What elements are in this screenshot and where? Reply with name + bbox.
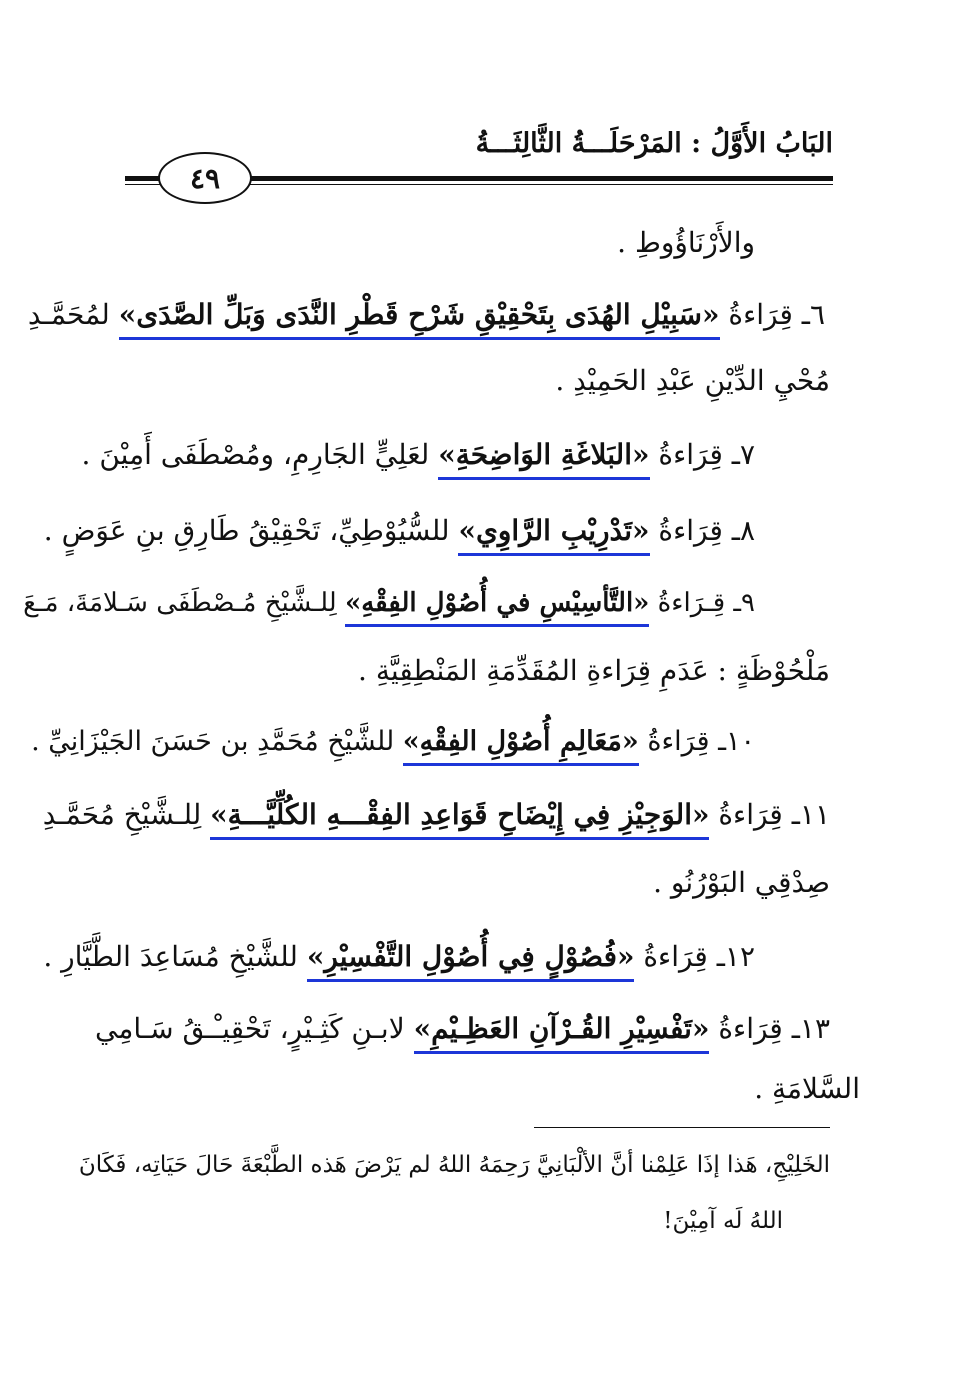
item-prefix: ١٢ـ قِرَاءةُ	[634, 940, 755, 973]
item-prefix: ١١ـ قِرَاءةُ	[709, 798, 830, 831]
chapter-title: البَابُ الأَوَّلُ : المَرْحَلَـــةُ الثَّالِثَـــةُ	[475, 128, 833, 159]
item-prefix: ٩ـ قِـرَاءةُ	[649, 588, 755, 618]
item-suffix: لِلـشَّيْخِ مُـصْطَفَى سَـلامَةَ، مَـعَ	[23, 588, 345, 618]
book-title: «تَدْرِيْبِ الرَّاوِي»	[458, 514, 649, 556]
list-item-13-continuation: السَّلامَةِ .	[754, 1072, 860, 1105]
item-suffix: لابـنِ كَثِـيْرٍ، تَحْقِيـْـقُ سَـامِي	[95, 1012, 414, 1045]
item-suffix: للشَّيْخِ مُحَمَّدِ بن حَسَنَ الجَيْزَانِيِّ .	[31, 726, 403, 757]
item-suffix: لعَلِيٍّ الجَارِمِ، ومُصْطَفَى أَمِيْنَ .	[81, 438, 439, 471]
item-prefix: ٧ـ قِرَاءةُ	[649, 438, 755, 471]
list-item-7	[82, 438, 755, 472]
list-item-8	[44, 514, 755, 548]
page-number: ٤٩	[158, 152, 252, 204]
item-suffix: لمُحَمَّـدِ	[27, 298, 119, 331]
list-item-11	[43, 798, 830, 832]
footnote-separator	[534, 1127, 830, 1128]
list-item-10	[31, 726, 755, 758]
book-title: «الوَجِيْزِ فِي إِيْضَاحِ قَوَاعِدِ الفِقْـــهِ الكُلِّيَّـــةِ»	[210, 798, 709, 840]
book-title: «البَلاغَةِ الوَاضِحَةِ»	[438, 438, 649, 480]
list-item-9	[23, 588, 755, 619]
list-item-13	[95, 1012, 830, 1046]
item-prefix: ١٣ـ قِرَاءةُ	[709, 1012, 830, 1045]
book-title: «التَّأسِيْسِ في أُصُوْلِ الفِقْهِ»	[345, 588, 649, 627]
list-item-12	[43, 940, 755, 974]
footnote-line-1: الخَلِيْجِ، هَذا إذَا عَلِمْنا أنَّ الألْبَانِيَّ رَحِمَهُ اللهُ لم يَرْضَ هَذه الطَّبْعَةَ حَالَ حَيَاتِه، فَكَانَ	[78, 1152, 830, 1178]
book-title: «مَعَالِمِ أُصُوْلِ الفِقْهِ»	[403, 726, 639, 766]
item-prefix: ٨ـ قِرَاءةُ	[649, 514, 755, 547]
list-item-11-continuation: صِدْقِي البَوْرُنُو .	[653, 866, 830, 899]
item-prefix: ٦ـ قِرَاءةُ	[719, 298, 825, 331]
body-line-1: والأَرْنَاؤُوطِ .	[617, 226, 755, 259]
item-suffix: لِلـشَّيْخِ مُحَمَّـدِ	[42, 798, 211, 831]
item-prefix: ١٠ـ قِرَاءةُ	[638, 726, 755, 757]
footnote-line-2: اللهُ لَه آمِيْنَ!	[663, 1208, 783, 1234]
book-title: «تَفْسِيْرِ القُـرْآنِ العَظِـيْمِ»	[414, 1012, 710, 1054]
list-item-9-continuation: مَلْحُوْظَةٍ : عَدَمِ قِرَاءةِ المُقَدِّمَةِ المَنْطِقِيَّةِ .	[358, 654, 830, 687]
list-item-6	[28, 298, 825, 332]
item-suffix: للشَّيْخِ مُسَاعِدَ الطَّيَّارِ .	[43, 940, 307, 973]
item-suffix: للسُّيُوْطِيِّ، تَحْقِيْقُ طَارِقِ بنِ عَوَضٍ .	[43, 514, 459, 547]
book-title: «فُصُوْلٍ فِي أُصُوْلِ التَّفْسِيْرِ»	[307, 940, 635, 982]
book-title: «سَبِيْلِ الهُدَى بِتَحْقِيْقِ شَرْحِ قَطْرِ النَّدَى وَبَلِّ الصَّدَى»	[119, 298, 720, 340]
list-item-6-continuation: مُحْيِ الدِّيْنِ عَبْدِ الحَمِيْدِ .	[555, 364, 830, 397]
